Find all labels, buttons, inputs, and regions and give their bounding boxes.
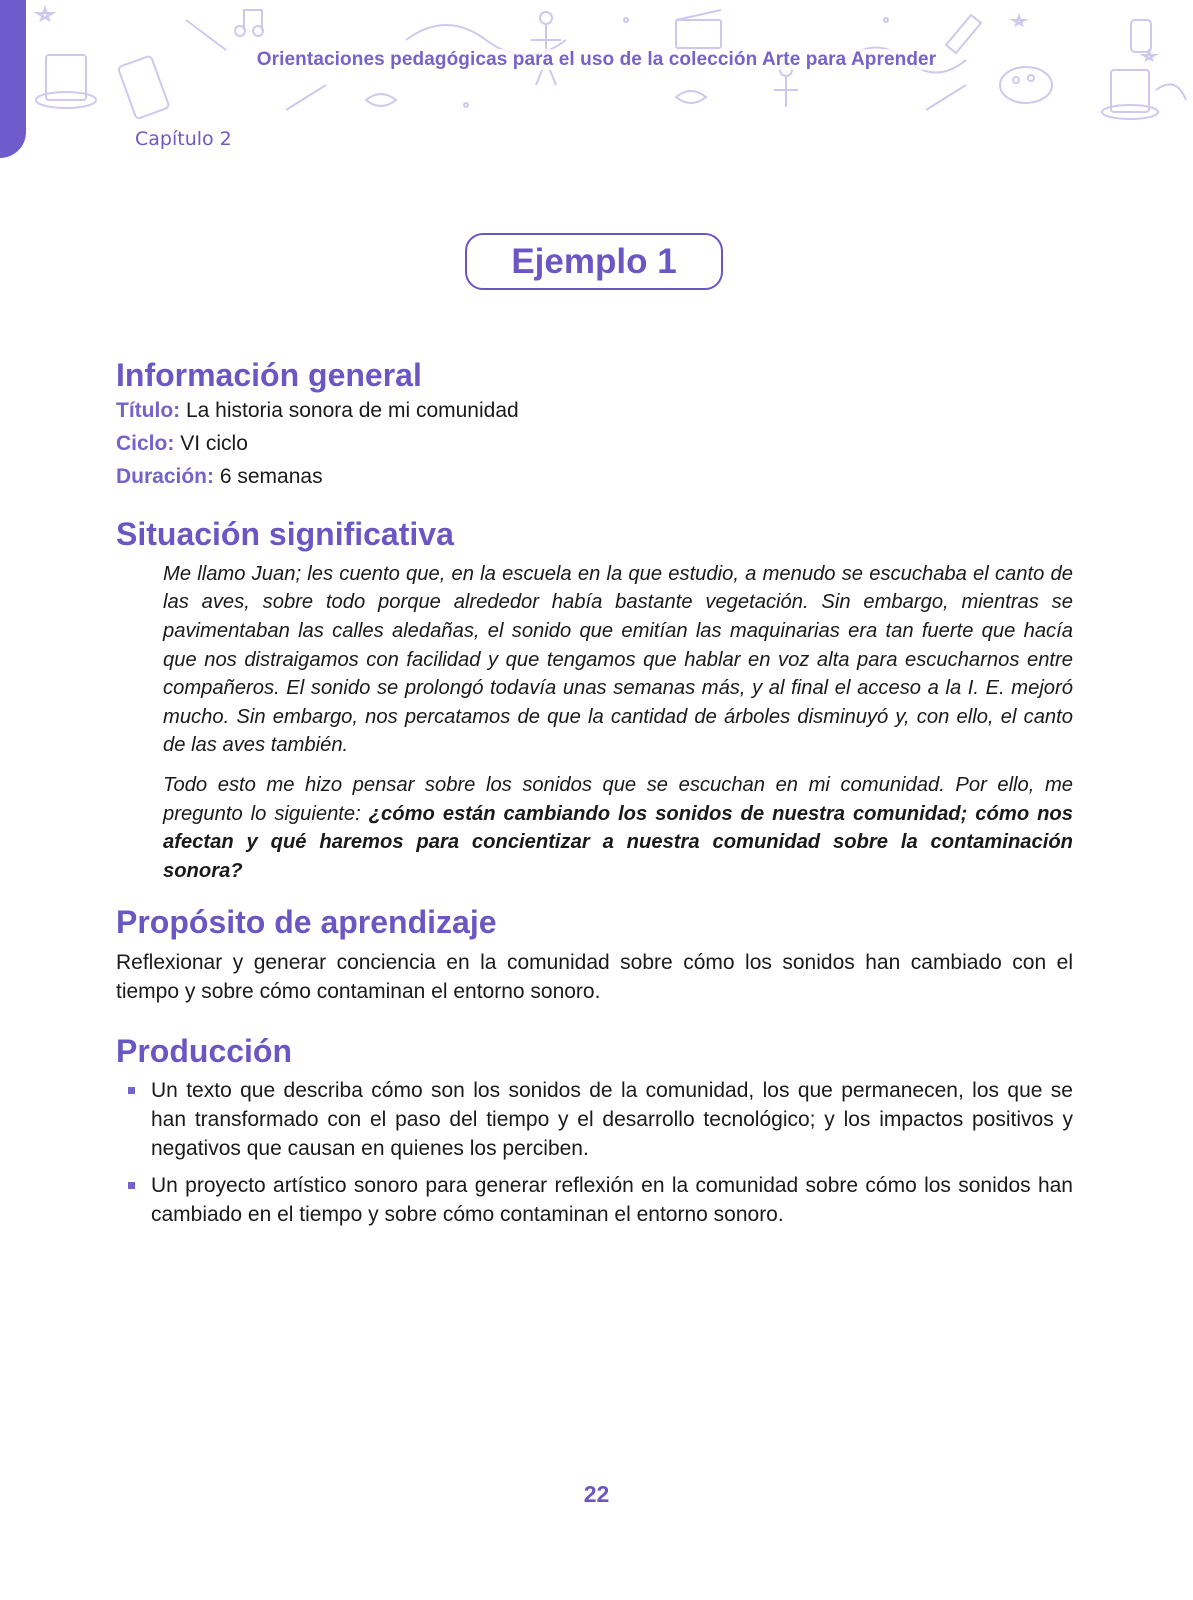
example-title: Ejemplo 1 bbox=[511, 241, 677, 281]
info-titulo-label: Título: bbox=[116, 399, 181, 423]
situacion-section bbox=[116, 515, 1073, 885]
list-item-text: Un texto que describa cómo son los sonidos de la comunidad, los que permanecen, los que se han transformado con el paso del tiempo y el desarrollo tecnológico; y los impactos positivos y negativos que causan en quienes los perciben. bbox=[151, 1079, 1073, 1161]
info-duracion bbox=[116, 460, 1073, 493]
situacion-question: ¿cómo están cambiando los sonidos de nuestra comunidad; cómo nos afectan y qué haremos para concientizar a nuestra comunidad sobre la contaminación sonora? bbox=[163, 802, 1073, 882]
info-general-section bbox=[116, 356, 1073, 493]
situacion-paragraph: Me llamo Juan; les cuento que, en la escuela en la que estudio, a menudo se escuchaba el canto de las aves, sobre todo porque alrededor había bastante vegetación. Sin embargo, mientras se pavimentaban las calles aledañas, el sonido que emitían las maquinarias era tan fuerte que hacía que nos distraigamos con facilidad y que tengamos que hablar en voz alta para escucharnos entre compañeros. El sonido se prolongó todavía unas semanas más, y al final el acceso a la I. E. mejoró mucho. Sin embargo, nos percatamos de que la cantidad de árboles disminuyó y, con ello, el canto de las aves también. bbox=[163, 562, 1073, 757]
example-title-box bbox=[465, 233, 723, 290]
main-content bbox=[116, 356, 1073, 1237]
info-titulo bbox=[116, 394, 1073, 427]
clapperboard-icon bbox=[676, 10, 721, 48]
list-item bbox=[116, 1171, 1073, 1229]
section-heading: Información general bbox=[116, 357, 422, 393]
info-ciclo bbox=[116, 427, 1073, 460]
header-title: Orientaciones pedagógicas para el uso de la colección Arte para Aprender bbox=[0, 49, 1193, 71]
music-note-icon bbox=[235, 10, 263, 36]
section-heading: Producción bbox=[116, 1032, 293, 1069]
paint-tube-icon bbox=[946, 15, 981, 53]
info-duracion-value: 6 semanas bbox=[219, 465, 323, 489]
bullet-square-icon bbox=[128, 1087, 135, 1094]
chapter-label: Capítulo 2 bbox=[135, 128, 232, 150]
situacion-quote bbox=[163, 560, 1073, 886]
situacion-paragraph-intro: Todo esto me hizo pensar sobre los sonidos que se escuchan en mi comunidad. Por ello, me pregunto lo siguiente: bbox=[163, 773, 1073, 825]
section-heading: Situación significativa bbox=[116, 516, 454, 553]
eye-icon bbox=[366, 91, 706, 106]
info-ciclo-label: Ciclo: bbox=[116, 432, 175, 456]
info-ciclo-value: VI ciclo bbox=[180, 432, 248, 456]
produccion-list bbox=[116, 1076, 1073, 1229]
list-item bbox=[116, 1076, 1073, 1163]
page-number: 22 bbox=[583, 1481, 610, 1507]
proposito-text: Reflexionar y generar conciencia en la comunidad sobre cómo los sonidos han cambiado con el tiempo y sobre cómo contaminan el entorno sonoro. bbox=[116, 950, 1073, 1003]
spray-bottle-icon bbox=[1131, 20, 1151, 52]
produccion-section bbox=[116, 1032, 1073, 1229]
chapter-side-tab bbox=[0, 0, 26, 158]
list-item-text: Un proyecto artístico sonoro para generar reflexión en la comunidad sobre cómo los sonidos han cambiado en el tiempo y sobre cómo contaminan el entorno sonoro. bbox=[151, 1174, 1073, 1227]
proposito-section bbox=[116, 903, 1073, 1005]
section-heading: Propósito de aprendizaje bbox=[116, 904, 497, 941]
palette-icon bbox=[1000, 67, 1052, 103]
info-duracion-label: Duración: bbox=[116, 465, 215, 489]
bullet-square-icon bbox=[128, 1182, 135, 1189]
situacion-paragraph bbox=[163, 771, 1073, 885]
info-titulo-value: La historia sonora de mi comunidad bbox=[185, 399, 519, 423]
